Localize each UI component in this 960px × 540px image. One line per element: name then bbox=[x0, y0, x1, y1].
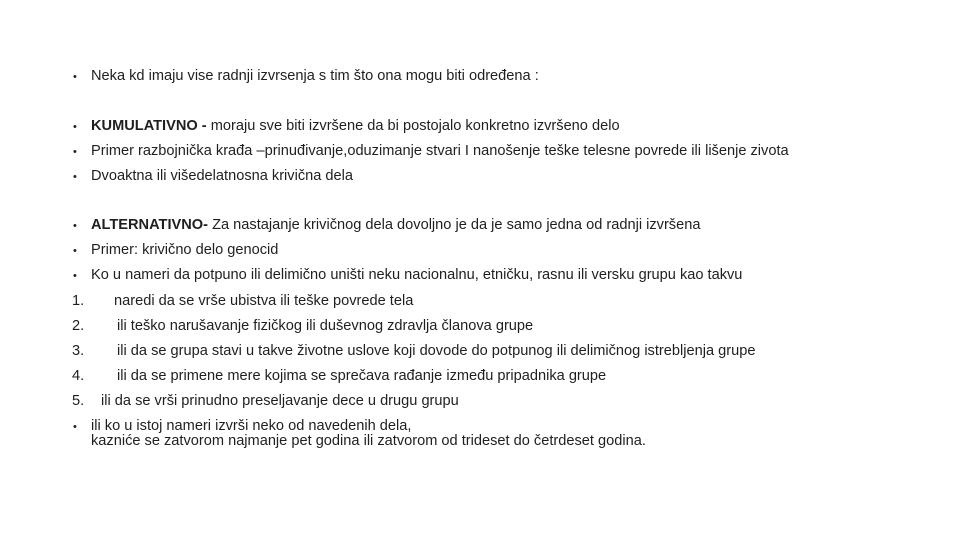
bullet-icon: • bbox=[73, 220, 77, 232]
bullet-icon: • bbox=[73, 171, 77, 183]
list-item-text: ili teško narušavanje fizičkog ili duševnog zdravlja članova grupe bbox=[117, 318, 534, 334]
list-number: 1. bbox=[72, 293, 85, 309]
penalty-continuation-text: kazniće se zatvorom najmanje pet godina ili zatvorom od trideset do četrdeset godina. bbox=[91, 433, 646, 449]
alternative-example-text: Primer: krivično delo genocid bbox=[91, 242, 279, 258]
list-number: 4. bbox=[72, 368, 85, 384]
list-number: 5. bbox=[72, 393, 85, 409]
cumulative-description: moraju sve biti izvršene da bi postojalo konkretno izvršeno delo bbox=[206, 118, 620, 134]
list-number: 3. bbox=[72, 343, 85, 359]
intro-text: Neka kd imaju vise radnji izvrsenja s tim što ona mogu biti određena : bbox=[91, 68, 539, 84]
alternative-heading bbox=[91, 216, 700, 234]
cumulative-example-text: Primer razbojnička krađa –prinuđivanje,oduzimanje stvari I nanošenje teške telesne povrede ili lišenje zivota bbox=[91, 143, 789, 159]
list-item-text: ili da se grupa stavi u takve životne uslove koji dovode do potpunog ili delimičnog istrebljenja grupe bbox=[117, 343, 756, 359]
bullet-icon: • bbox=[73, 146, 77, 158]
alternative-description: Za nastajanje krivičnog dela dovoljno je da je samo jedna od radnji izvršena bbox=[208, 217, 701, 233]
bullet-icon: • bbox=[73, 121, 77, 133]
bullet-icon: • bbox=[73, 71, 77, 83]
list-item-text: ili da se primene mere kojima se sprečava rađanje između pripadnika grupe bbox=[117, 368, 607, 384]
alternative-separator: - bbox=[203, 217, 209, 233]
bullet-icon: • bbox=[73, 421, 77, 433]
cumulative-term: KUMULATIVNO bbox=[91, 118, 198, 134]
genocide-definition-text: Ko u nameri da potpuno ili delimično uništi neku nacionalnu, etničku, rasnu ili versku grupu kao takvu bbox=[91, 267, 743, 283]
cumulative-separator: - bbox=[197, 118, 207, 134]
bullet-icon: • bbox=[73, 270, 77, 282]
list-number: 2. bbox=[72, 318, 85, 334]
bullet-icon: • bbox=[73, 245, 77, 257]
alternative-term: ALTERNATIVNO bbox=[91, 217, 204, 233]
cumulative-type-text: Dvoaktna ili višedelatnosna krivična dela bbox=[91, 168, 354, 184]
list-item-text: ili da se vrši prinudno preseljavanje dece u drugu grupu bbox=[101, 393, 459, 409]
list-item-text: naredi da se vrše ubistva ili teške povrede tela bbox=[114, 293, 414, 309]
penalty-condition-text: ili ko u istoj nameri izvrši neko od navedenih dela, bbox=[91, 418, 412, 434]
cumulative-heading bbox=[91, 117, 620, 135]
